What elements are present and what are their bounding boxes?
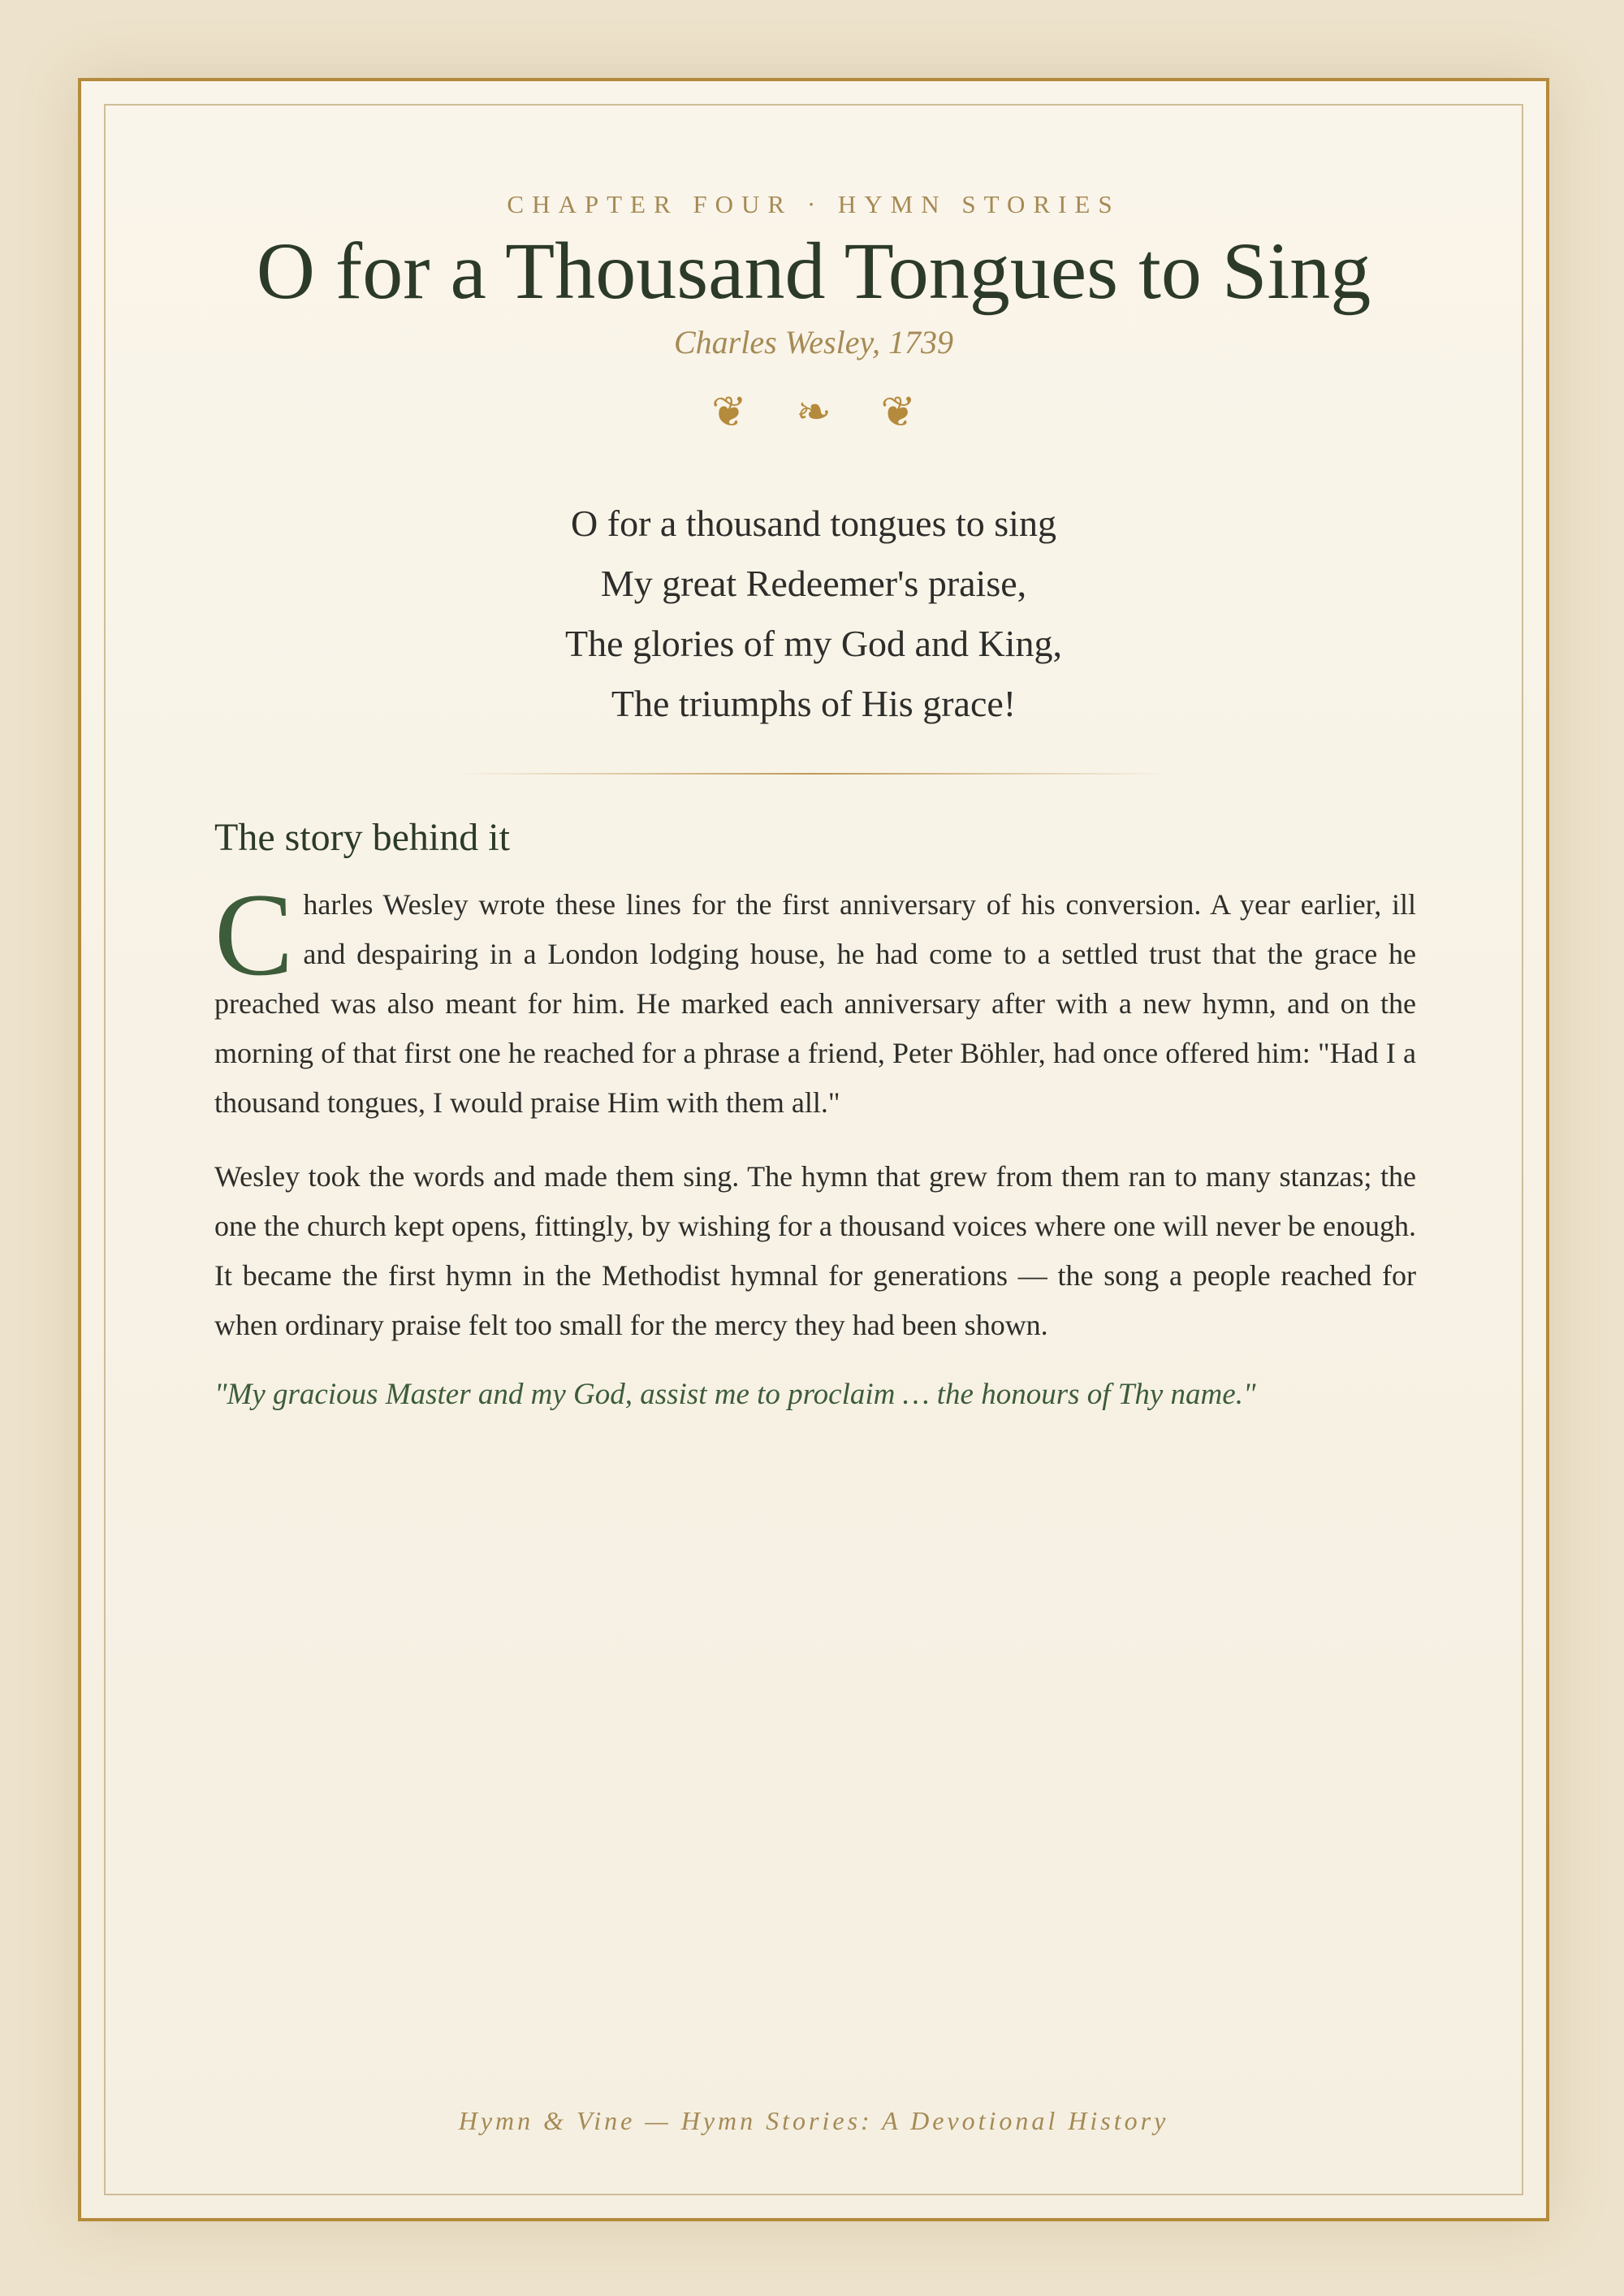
floral-heart-icon-right: ❦ — [880, 388, 916, 437]
story-paragraph-2: Wesley took the words and made them sing. The hymn that grew from them ran to many stanzas; the one the church kept opens, fittingly, by wishing for a thousand voices where one will never be enough. It became the first hymn in the Methodist hymnal for generations — the song a people reached for when ordinary praise felt too small for the mercy they had been shown. — [214, 1160, 1416, 1341]
pull-quote: "My gracious Master and my God, assist me to proclaim … the honours of Thy name." — [214, 1378, 1256, 1411]
drop-cap: C — [214, 869, 294, 1000]
verse-line: The glories of my God and King, — [565, 623, 1062, 664]
author-line: Charles Wesley, 1739 — [673, 324, 954, 360]
section-divider — [455, 773, 1173, 775]
verse-line: The triumphs of His grace! — [611, 683, 1017, 724]
floral-leaf-icon: ❧ — [796, 388, 831, 437]
story-paragraph-1 — [214, 869, 1416, 1128]
section-heading: The story behind it — [214, 816, 510, 859]
hymn-verse — [81, 494, 1546, 734]
chapter-label: CHAPTER FOUR · HYMN STORIES — [507, 190, 1121, 218]
page-title: O for a Thousand Tongues to Sing — [256, 226, 1371, 316]
verse-line: O for a thousand tongues to sing — [571, 503, 1056, 544]
paragraph-1-text: harles Wesley wrote these lines for the first anniversary of his conversion. A year earlier, ill and despairing in a London lodging house, he had come to a settled trust that the grace he preached was also meant for him. He marked each anniversary after with a new hymn, and on the morning of that first one he reached for a phrase a friend, Peter Böhler, had once offered him: "Had I a thousand tongues, I would praise Him with them all." — [214, 888, 1416, 1119]
page-footer: Hymn & Vine — Hymn Stories: A Devotional History — [458, 2106, 1169, 2135]
floral-heart-icon-left: ❦ — [711, 388, 747, 437]
book-page — [78, 78, 1549, 2221]
floral-ornament — [81, 388, 1546, 437]
verse-line: My great Redeemer's praise, — [600, 563, 1027, 604]
story-body — [214, 869, 1416, 1419]
